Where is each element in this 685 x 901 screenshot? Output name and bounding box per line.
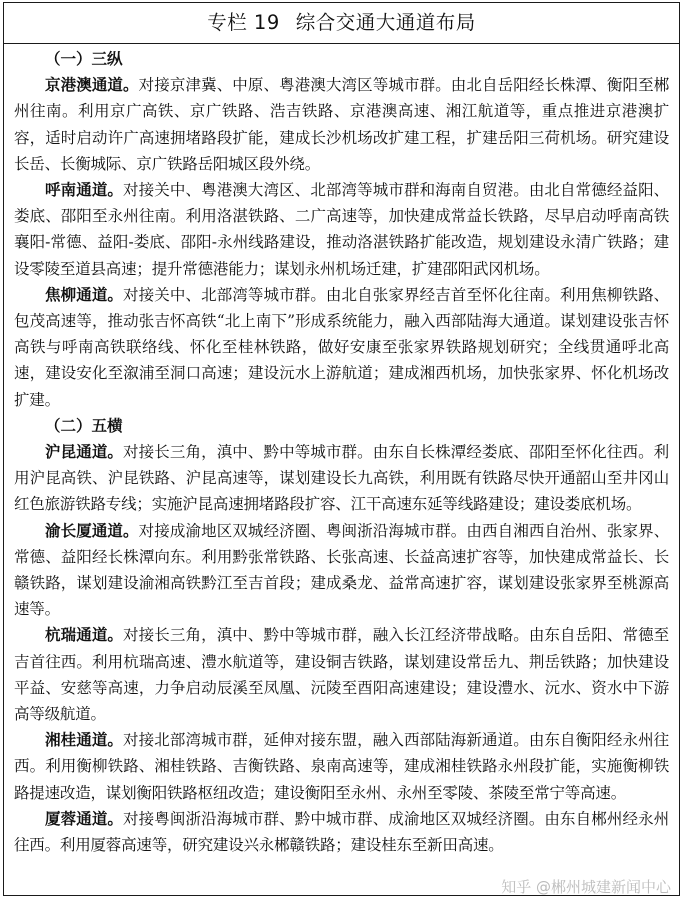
- corridor-name: 厦蓉通道。: [45, 808, 124, 828]
- corridor-name: 呼南通道。: [45, 180, 124, 200]
- column-content: [4, 44, 679, 858]
- column-number: 专栏 19: [207, 11, 280, 34]
- corridor-name: 湘桂通道。: [45, 730, 124, 750]
- corridor-name: 沪昆通道。: [45, 442, 124, 462]
- corridor-paragraph: [14, 177, 669, 282]
- corridor-text: 对接北部湾城市群，延伸对接东盟，融入西部陆海新通道。由东自衡阳经永州往西。利用衡柳铁路、湘桂铁路、吉衡铁路、泉南高速等，建成湘桂铁路永州段扩能，实施衡柳铁路提速改造，谋划衡阳铁路枢纽改造；建设衡阳至永州、永州至零陵、茶陵至常宁等高速。: [14, 731, 669, 802]
- corridor-paragraph: [14, 622, 669, 727]
- corridor-text: 对接长三角，滇中、黔中等城市群，融入长江经济带战略。由东自岳阳、常德至吉首往西。利用杭瑞高速、澧水航道等，建设铜吉铁路，谋划建设常岳九、荆岳铁路；加快建设平益、安慈等高速，力争启动辰溪至凤凰、沅陵至酉阳高速建设；建设澧水、沅水、资水中下游高等级航道。: [14, 626, 669, 724]
- corridor-paragraph: [14, 282, 669, 413]
- corridor-name: 杭瑞通道。: [45, 625, 124, 645]
- corridor-paragraph: [14, 72, 669, 177]
- corridor-text: 对接关中、粤港澳大湾区、北部湾等城市群和海南自贸港。由北自常德经益阳、娄底、邵阳至永州往南。利用洛湛铁路、二广高速等，加快建成常益长铁路，尽早启动呼南高铁襄阳-常德、益阳-娄底、邵阳-永州线路建设，推动洛湛铁路扩能改造，规划建设永清广铁路；建设零陵至道县高速；提升常德港能力；谋划永州机场迁建，扩建邵阳武冈机场。: [14, 181, 669, 278]
- column-title-text: 综合交通大通道布局: [295, 11, 476, 34]
- corridor-paragraph: [14, 518, 669, 623]
- corridor-paragraph: [14, 439, 669, 518]
- section-heading-vertical: （一）三纵: [45, 49, 123, 68]
- corridor-name: 渝长厦通道。: [45, 520, 139, 540]
- corridor-text: 对接京津冀、中原、粤港澳大湾区等城市群。由北自岳阳经长株潭、衡阳至郴州往南。利用京广高铁、京广铁路、浩吉铁路、京港澳高速、湘江航道等，重点推进京港澳扩容，适时启动许广高速拥堵路段扩能，建成长沙机场改扩建工程，扩建岳阳三荷机场。研究建设长岳、长衡城际、京广铁路岳阳城区段外绕。: [14, 76, 669, 173]
- corridor-name: 焦柳通道。: [45, 284, 124, 304]
- column-title: [4, 3, 679, 44]
- corridor-text: 对接长三角，滇中、黔中等城市群。由东自长株潭经娄底、邵阳至怀化往西。利用沪昆高铁、沪昆铁路、沪昆高速等，谋划建设长九高铁，利用既有铁路尽快开通韶山至井冈山红色旅游铁路专线；实施沪昆高速拥堵路段扩容、江干高速东延等线路建设；建设娄底机场。: [14, 443, 669, 514]
- corridor-text: 对接成渝地区双城经济圈、粤闽浙沿海城市群。由西自湘西自治州、张家界、常德、益阳经长株潭向东。利用黔张常铁路、长张高速、长益高速扩容等，加快建成常益长、长赣铁路，谋划建设渝湘高铁黔江至吉首段；建成桑龙、益常高速扩容，谋划建设张家界至桃源高速等。: [14, 521, 669, 619]
- corridor-text: 对接粤闽浙沿海城市群、黔中城市群、成渝地区双城经济圈。由东自郴州经永州往西。利用厦蓉高速等，研究建设兴永郴赣铁路；建设桂东至新田高速。: [14, 809, 669, 855]
- corridor-paragraph: [14, 806, 669, 858]
- section-heading-horizontal: （二）五横: [45, 415, 123, 435]
- watermark: 知乎 @郴州城建新闻中心: [501, 878, 671, 896]
- corridor-paragraph: [14, 727, 669, 806]
- corridor-name: 京港澳通道。: [45, 75, 139, 95]
- column-box: [3, 2, 680, 896]
- corridor-text: 对接关中、北部湾等城市群。由北自张家界经吉首至怀化往南。利用焦柳铁路、包茂高速等，推动张吉怀高铁“北上南下”形成系统能力，融入西部陆海大通道。谋划建设张吉怀高铁与呼南高铁联络线、怀化至桂林铁路，做好安康至张家界铁路规划研究；全线贯通呼北高速，建设安化至溆浦至洞口高速；建设沅水上游航道；建成湘西机场，加快张家界、怀化机场改扩建。: [14, 285, 669, 409]
